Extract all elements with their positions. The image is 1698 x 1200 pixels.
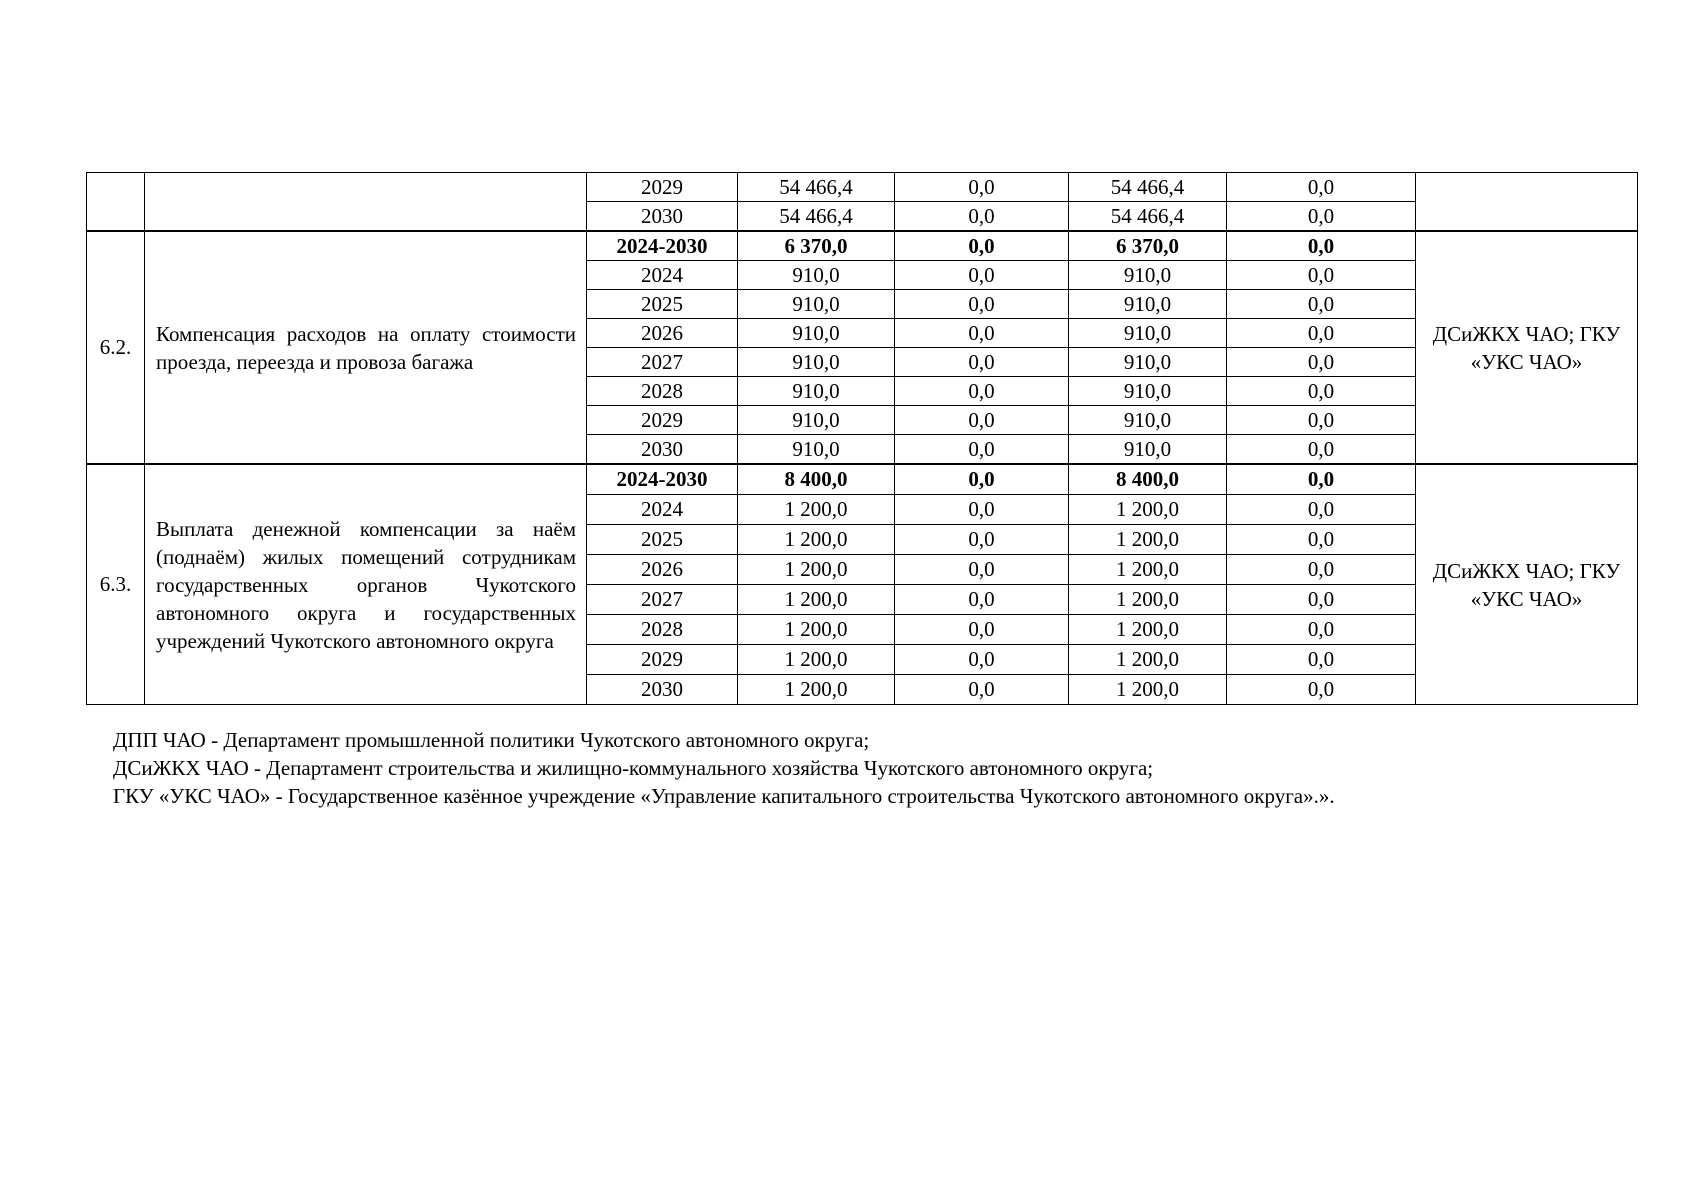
col2-cell: 1 200,0 <box>1069 645 1227 675</box>
col2-cell: 6 370,0 <box>1069 231 1227 261</box>
executor-cell: ДСиЖКХ ЧАО; ГКУ «УКС ЧАО» <box>1416 231 1638 464</box>
col3-cell: 0,0 <box>1227 290 1416 319</box>
col2-cell: 910,0 <box>1069 261 1227 290</box>
footnote-dpp: ДПП ЧАО - Департамент промышленной политики Чукотского автономного округа; <box>113 728 870 752</box>
year-cell: 2026 <box>587 555 738 585</box>
col3-cell: 0,0 <box>1227 261 1416 290</box>
year-cell: 2027 <box>587 348 738 377</box>
col2-cell: 1 200,0 <box>1069 525 1227 555</box>
col2-cell: 1 200,0 <box>1069 615 1227 645</box>
col1-cell: 0,0 <box>895 585 1069 615</box>
col1-cell: 0,0 <box>895 525 1069 555</box>
col1-cell: 0,0 <box>895 319 1069 348</box>
abbreviations-footnotes <box>113 726 1335 810</box>
total-cell: 1 200,0 <box>738 525 895 555</box>
table-row <box>87 464 1638 495</box>
year-cell: 2030 <box>587 202 738 232</box>
col1-cell: 0,0 <box>895 290 1069 319</box>
total-cell: 910,0 <box>738 348 895 377</box>
year-cell: 2029 <box>587 645 738 675</box>
col1-cell: 0,0 <box>895 173 1069 202</box>
col2-cell: 910,0 <box>1069 290 1227 319</box>
col3-cell: 0,0 <box>1227 173 1416 202</box>
table-body <box>87 173 1638 705</box>
table-row <box>87 231 1638 261</box>
footnote-gku-uks: ГКУ «УКС ЧАО» - Государственное казённое учреждение «Управление капитального строительства Чукотского автономного округа».». <box>113 784 1335 808</box>
year-cell: 2028 <box>587 615 738 645</box>
total-cell: 54 466,4 <box>738 202 895 232</box>
year-cell: 2024 <box>587 495 738 525</box>
total-cell: 1 200,0 <box>738 675 895 705</box>
col2-cell: 54 466,4 <box>1069 202 1227 232</box>
col2-cell: 1 200,0 <box>1069 585 1227 615</box>
total-cell: 54 466,4 <box>738 173 895 202</box>
col3-cell: 0,0 <box>1227 406 1416 435</box>
year-cell: 2024 <box>587 261 738 290</box>
col3-cell: 0,0 <box>1227 464 1416 495</box>
col1-cell: 0,0 <box>895 645 1069 675</box>
total-cell: 1 200,0 <box>738 645 895 675</box>
col1-cell: 0,0 <box>895 435 1069 465</box>
year-cell: 2028 <box>587 377 738 406</box>
col3-cell: 0,0 <box>1227 319 1416 348</box>
total-cell: 1 200,0 <box>738 585 895 615</box>
col1-cell: 0,0 <box>895 377 1069 406</box>
col3-cell: 0,0 <box>1227 675 1416 705</box>
item-number-cell <box>87 173 145 232</box>
col3-cell: 0,0 <box>1227 555 1416 585</box>
col3-cell: 0,0 <box>1227 348 1416 377</box>
year-cell: 2026 <box>587 319 738 348</box>
col3-cell: 0,0 <box>1227 615 1416 645</box>
col1-cell: 0,0 <box>895 231 1069 261</box>
col1-cell: 0,0 <box>895 202 1069 232</box>
executor-cell: ДСиЖКХ ЧАО; ГКУ «УКС ЧАО» <box>1416 464 1638 705</box>
col1-cell: 0,0 <box>895 615 1069 645</box>
col3-cell: 0,0 <box>1227 377 1416 406</box>
col2-cell: 910,0 <box>1069 348 1227 377</box>
col3-cell: 0,0 <box>1227 585 1416 615</box>
year-cell: 2025 <box>587 290 738 319</box>
col3-cell: 0,0 <box>1227 525 1416 555</box>
total-cell: 910,0 <box>738 377 895 406</box>
col1-cell: 0,0 <box>895 495 1069 525</box>
year-cell: 2024-2030 <box>587 231 738 261</box>
col2-cell: 1 200,0 <box>1069 675 1227 705</box>
total-cell: 910,0 <box>738 319 895 348</box>
col2-cell: 910,0 <box>1069 406 1227 435</box>
col3-cell: 0,0 <box>1227 231 1416 261</box>
col2-cell: 1 200,0 <box>1069 555 1227 585</box>
footnote-dsizhkh: ДСиЖКХ ЧАО - Департамент строительства и жилищно-коммунального хозяйства Чукотского автономного округа; <box>113 756 1154 780</box>
executor-cell <box>1416 173 1638 232</box>
col2-cell: 8 400,0 <box>1069 464 1227 495</box>
year-cell: 2030 <box>587 435 738 465</box>
year-cell: 2029 <box>587 173 738 202</box>
col1-cell: 0,0 <box>895 555 1069 585</box>
col1-cell: 0,0 <box>895 464 1069 495</box>
item-name-cell <box>145 173 587 232</box>
table-row <box>87 173 1638 202</box>
col2-cell: 910,0 <box>1069 435 1227 465</box>
item-name-cell: Компенсация расходов на оплату стоимости проезда, переезда и провоза багажа <box>145 231 587 464</box>
total-cell: 1 200,0 <box>738 555 895 585</box>
col3-cell: 0,0 <box>1227 645 1416 675</box>
col3-cell: 0,0 <box>1227 202 1416 232</box>
year-cell: 2024-2030 <box>587 464 738 495</box>
total-cell: 8 400,0 <box>738 464 895 495</box>
col2-cell: 910,0 <box>1069 319 1227 348</box>
col1-cell: 0,0 <box>895 348 1069 377</box>
total-cell: 910,0 <box>738 290 895 319</box>
col2-cell: 910,0 <box>1069 377 1227 406</box>
col1-cell: 0,0 <box>895 261 1069 290</box>
col2-cell: 1 200,0 <box>1069 495 1227 525</box>
total-cell: 910,0 <box>738 406 895 435</box>
item-number-cell: 6.2. <box>87 231 145 464</box>
year-cell: 2027 <box>587 585 738 615</box>
total-cell: 910,0 <box>738 261 895 290</box>
year-cell: 2029 <box>587 406 738 435</box>
total-cell: 910,0 <box>738 435 895 465</box>
item-number-cell: 6.3. <box>87 464 145 705</box>
col1-cell: 0,0 <box>895 406 1069 435</box>
col1-cell: 0,0 <box>895 675 1069 705</box>
funding-table <box>86 172 1638 705</box>
total-cell: 1 200,0 <box>738 495 895 525</box>
total-cell: 1 200,0 <box>738 615 895 645</box>
item-name-cell: Выплата денежной компенсации за наём (поднаём) жилых помещений сотрудникам государственных органов Чукотского автономного округа и государственных учреждений Чукотского автономного округа <box>145 464 587 705</box>
year-cell: 2030 <box>587 675 738 705</box>
total-cell: 6 370,0 <box>738 231 895 261</box>
year-cell: 2025 <box>587 525 738 555</box>
col3-cell: 0,0 <box>1227 435 1416 465</box>
col3-cell: 0,0 <box>1227 495 1416 525</box>
col2-cell: 54 466,4 <box>1069 173 1227 202</box>
